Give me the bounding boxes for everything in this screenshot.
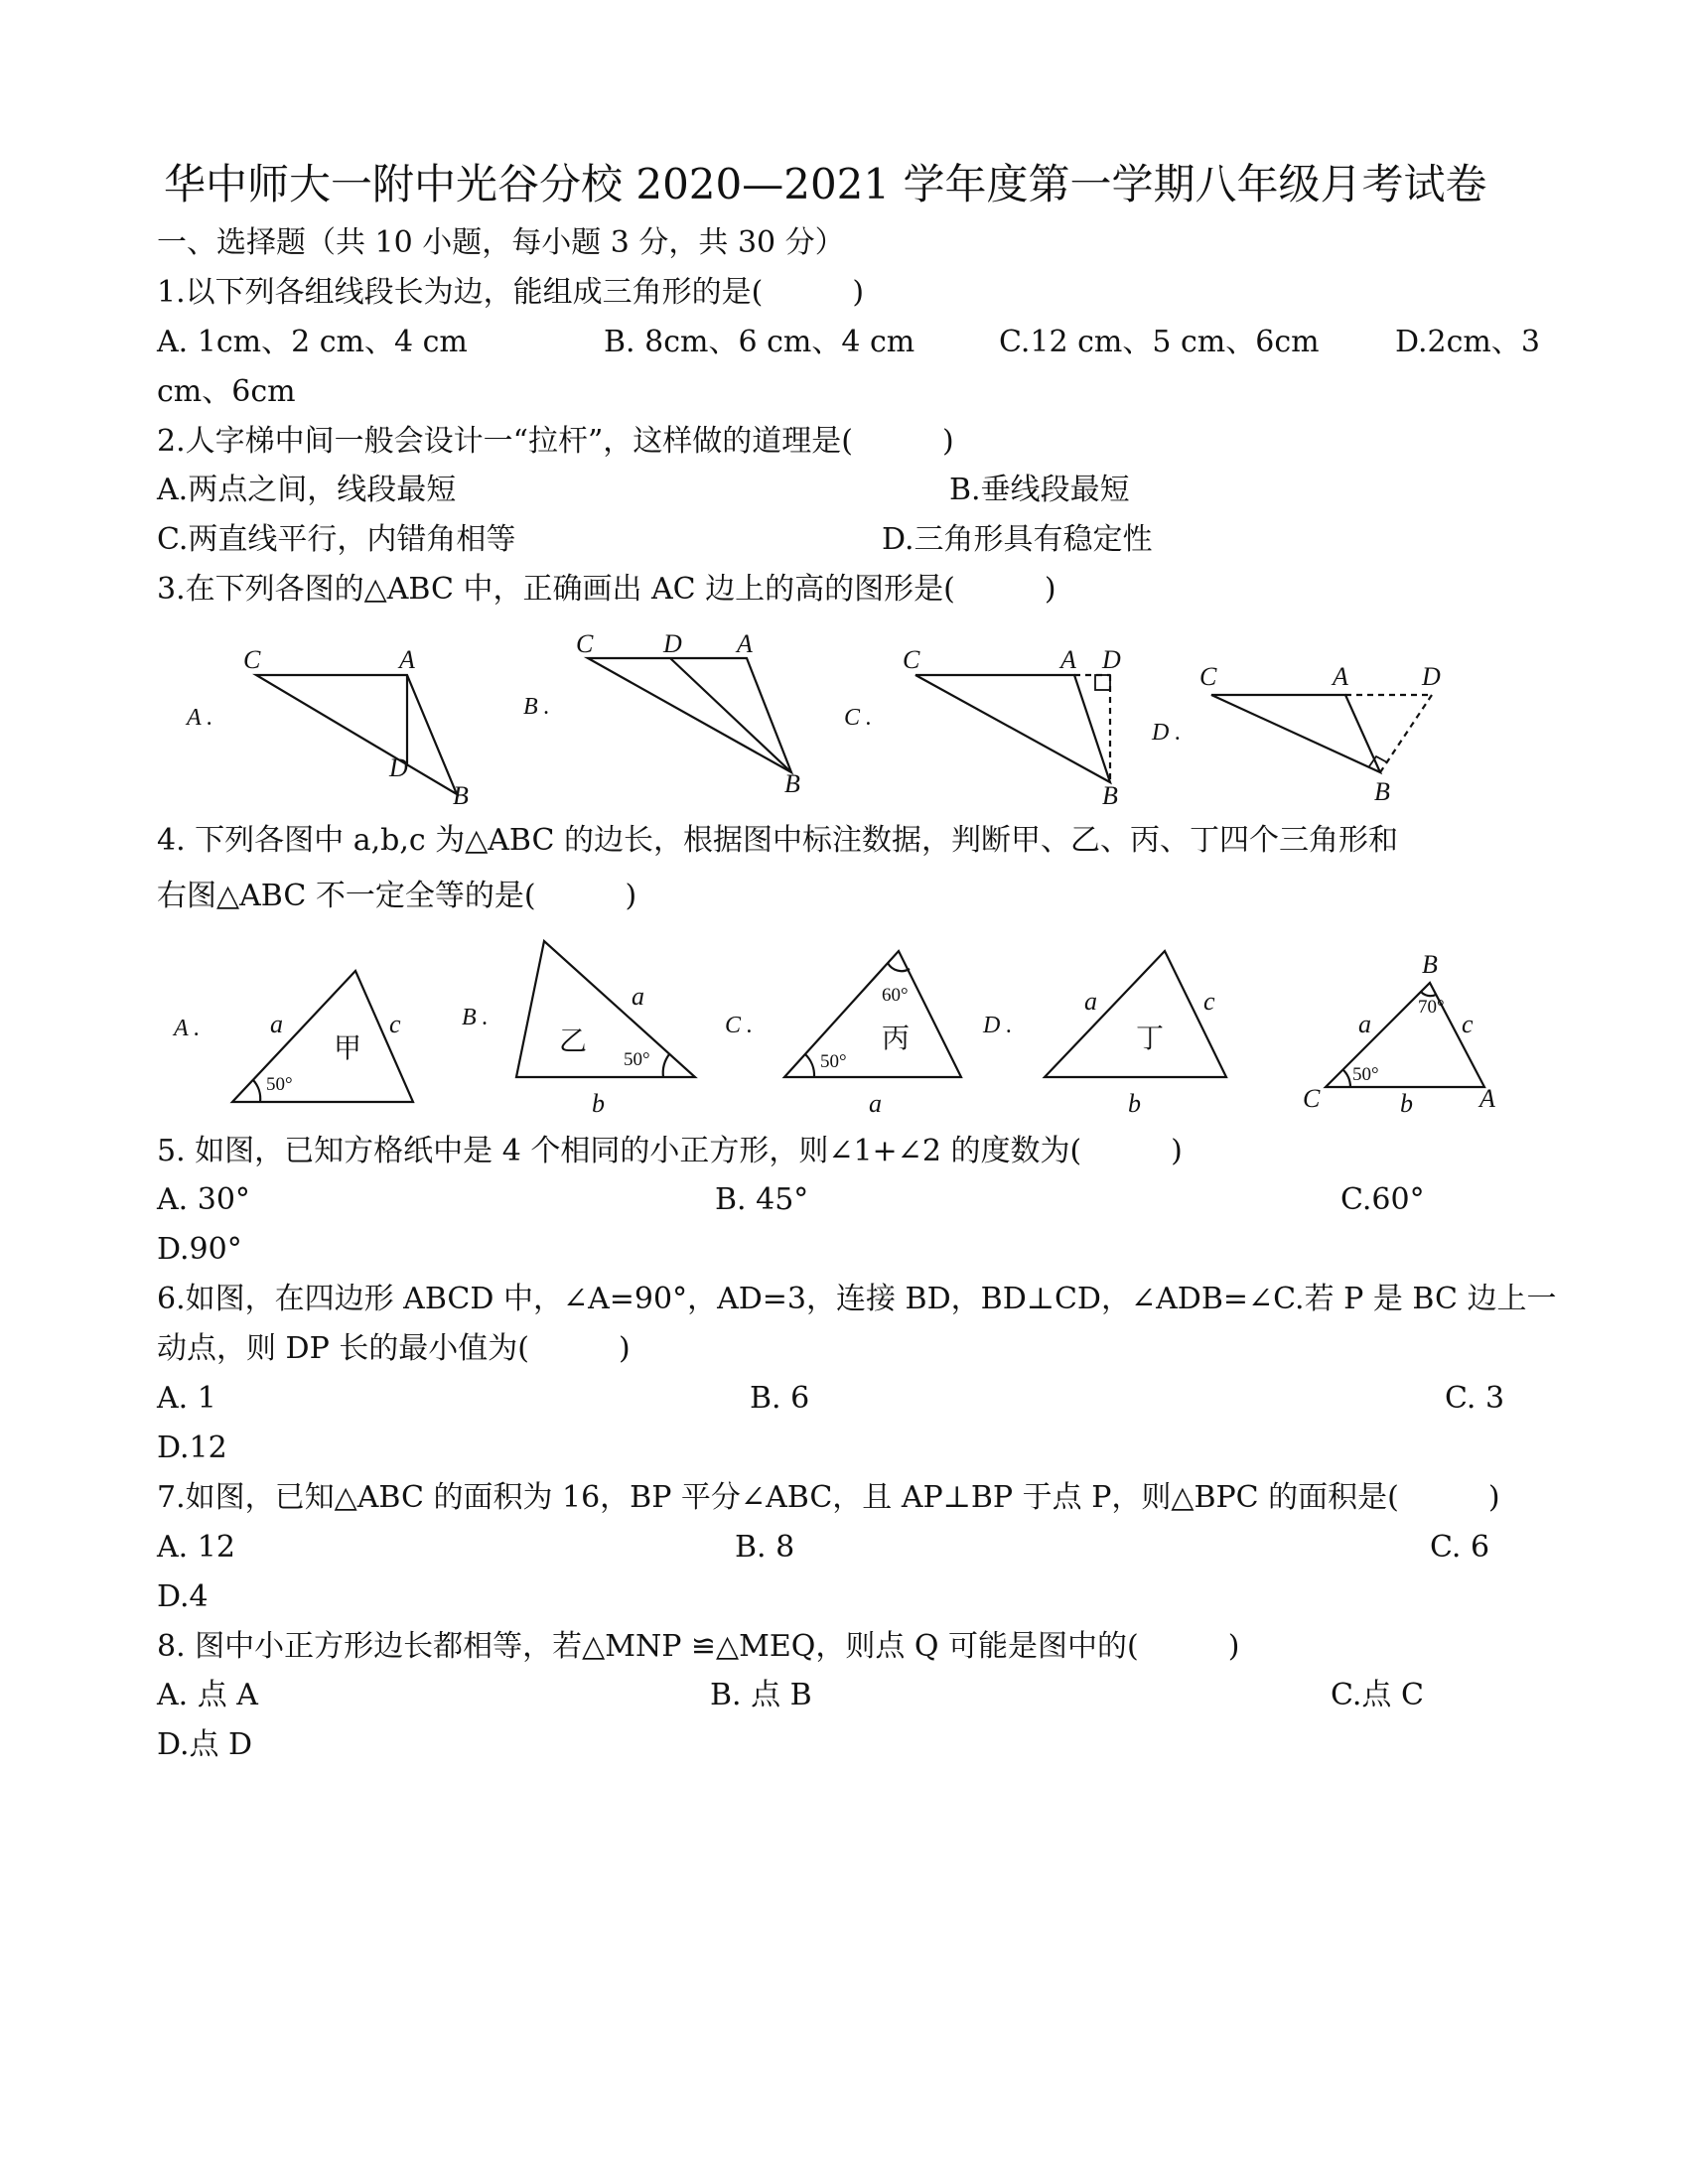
q8-option-c: C.点 C bbox=[1331, 1678, 1424, 1712]
q8-option-b: B. 点 B bbox=[710, 1678, 812, 1712]
q4-ref-label-c: c bbox=[1462, 1010, 1474, 1038]
q3-b-label-c: C bbox=[576, 629, 594, 658]
q4-jia-angle: 50° bbox=[266, 1074, 293, 1095]
q3-d-label-b: B bbox=[1374, 777, 1390, 806]
q4-ref-label-b: B bbox=[1422, 950, 1438, 979]
q3-a-label-b: B bbox=[453, 781, 469, 810]
q7-option-a: A. 12 bbox=[157, 1530, 235, 1565]
q3-b-label-d: D bbox=[663, 629, 682, 658]
q4-ref-label-b-side: b bbox=[1400, 1089, 1413, 1118]
q4-jia-arc bbox=[253, 1080, 260, 1102]
q4-ref-label-a-point: A bbox=[1479, 1084, 1495, 1113]
q3-caption-c: C . bbox=[844, 705, 873, 731]
q3-d-label-c: C bbox=[1199, 662, 1217, 691]
q6-option-c: C. 3 bbox=[1445, 1381, 1505, 1416]
q3-c-label-b: B bbox=[1102, 781, 1118, 810]
q4-bing-angle-60: 60° bbox=[882, 985, 909, 1006]
q4-jia-label-a: a bbox=[270, 1010, 283, 1038]
q3-d-triangle bbox=[1211, 695, 1380, 772]
q3-d-altitude bbox=[1380, 695, 1432, 772]
q8-option-d: D.点 D bbox=[157, 1727, 253, 1762]
q4-yi-name: 乙 bbox=[559, 1026, 588, 1057]
q3-c-label-a: A bbox=[1060, 645, 1076, 674]
q2-option-a: A.两点之间，线段最短 bbox=[157, 473, 457, 507]
q4-yi-label-a: a bbox=[632, 982, 644, 1011]
q2-option-d: D.三角形具有稳定性 bbox=[882, 522, 1153, 557]
q4-ding-name: 丁 bbox=[1136, 1024, 1165, 1054]
q4-ding-label-b: b bbox=[1128, 1089, 1141, 1118]
q5-option-b: B. 45° bbox=[715, 1182, 809, 1217]
q4-bing-name: 丙 bbox=[882, 1024, 911, 1054]
q4-ref-arc-50 bbox=[1342, 1069, 1350, 1087]
q4-stem-line2: 右图△ABC 不一定全等的是( ) bbox=[157, 879, 637, 913]
q8-stem: 8. 图中小正方形边长都相等，若△MNP ≌△MEQ，则点 Q 可能是图中的( ) bbox=[157, 1629, 1240, 1664]
section-heading: 一、选择题（共 10 小题，每小题 3 分，共 30 分） bbox=[157, 225, 845, 260]
q5-option-a: A. 30° bbox=[157, 1182, 250, 1217]
q4-tri-bing bbox=[784, 951, 961, 1077]
q3-figures bbox=[0, 625, 1688, 814]
q5-stem: 5. 如图，已知方格纸中是 4 个相同的小正方形，则∠1+∠2 的度数为( ) bbox=[157, 1134, 1183, 1168]
page-title: 华中师大一附中光谷分校 2020—2021 学年度第一学期八年级月考试卷 bbox=[164, 160, 1487, 208]
q5-option-d: D.90° bbox=[157, 1232, 242, 1267]
q4-ding-label-a: a bbox=[1084, 987, 1097, 1016]
q4-bing-label-a: a bbox=[869, 1089, 882, 1118]
q3-stem: 3.在下列各图的△ABC 中，正确画出 AC 边上的高的图形是( ) bbox=[157, 572, 1056, 607]
q4-caption-a: A . bbox=[174, 1016, 201, 1041]
q3-d-right-angle bbox=[1369, 756, 1387, 766]
q4-stem-line1: 4. 下列各图中 a,b,c 为△ABC 的边长，根据图中标注数据，判断甲、乙、丙、丁四个三角形和 bbox=[157, 823, 1399, 858]
q3-b-label-a: A bbox=[737, 629, 753, 658]
q4-bing-arc-50 bbox=[805, 1054, 814, 1077]
q6-option-d: D.12 bbox=[157, 1431, 227, 1465]
q3-caption-a: A . bbox=[187, 705, 213, 731]
q2-option-b: B.垂线段最短 bbox=[949, 473, 1130, 507]
q4-ref-label-c-point: C bbox=[1303, 1084, 1321, 1113]
q1-stem: 1.以下列各组线段长为边，能组成三角形的是( ) bbox=[157, 275, 865, 310]
q3-caption-d: D . bbox=[1152, 720, 1182, 746]
q3-d-label-d: D bbox=[1422, 662, 1441, 691]
q2-stem: 2.人字梯中间一般会设计一“拉杆”，这样做的道理是( ) bbox=[157, 424, 954, 459]
q3-a-label-c: C bbox=[243, 645, 261, 674]
q4-ref-arc-70 bbox=[1421, 992, 1436, 996]
q8-option-a: A. 点 A bbox=[157, 1678, 258, 1712]
q6-stem-line2: 动点，则 DP 长的最小值为( ) bbox=[157, 1331, 631, 1366]
q4-ref-triangle bbox=[1326, 983, 1484, 1087]
q4-tri-jia bbox=[232, 971, 413, 1102]
q4-tri-ding bbox=[1045, 951, 1226, 1077]
q4-yi-label-b: b bbox=[592, 1089, 605, 1118]
q3-c-right-angle bbox=[1095, 675, 1110, 690]
q3-a-label-d: D bbox=[389, 753, 408, 782]
q4-yi-arc bbox=[663, 1054, 669, 1077]
q2-option-c: C.两直线平行，内错角相等 bbox=[157, 522, 516, 557]
q1-option-b: B. 8cm、6 cm、4 cm bbox=[604, 325, 915, 359]
q3-c-triangle bbox=[915, 675, 1110, 782]
q4-yi-angle: 50° bbox=[624, 1049, 650, 1070]
q1-option-a: A. 1cm、2 cm、4 cm bbox=[157, 325, 468, 359]
q3-caption-b: B . bbox=[523, 694, 550, 720]
q4-caption-c: C . bbox=[725, 1013, 754, 1038]
q4-ref-angle-50: 50° bbox=[1352, 1064, 1379, 1085]
q1-option-c: C.12 cm、5 cm、6cm bbox=[999, 325, 1320, 359]
q3-d-label-a: A bbox=[1333, 662, 1348, 691]
q6-stem-line1: 6.如图，在四边形 ABCD 中，∠A=90°，AD=3，连接 BD，BD⊥CD，∠ADB=∠C.若 P 是 BC 边上一 bbox=[157, 1282, 1557, 1316]
q4-bing-angle-50: 50° bbox=[820, 1051, 847, 1072]
q3-c-label-c: C bbox=[903, 645, 920, 674]
q4-jia-name: 甲 bbox=[334, 1033, 362, 1064]
q4-caption-b: B . bbox=[462, 1005, 489, 1030]
q4-jia-label-c: c bbox=[389, 1010, 401, 1038]
q3-c-label-d: D bbox=[1102, 645, 1121, 674]
q3-b-label-b: B bbox=[784, 769, 800, 798]
q4-figures bbox=[0, 933, 1688, 1122]
q1-option-d: D.2cm、3 bbox=[1395, 325, 1540, 359]
q7-stem: 7.如图，已知△ABC 的面积为 16，BP 平分∠ABC，且 AP⊥BP 于点 P，则△BPC 的面积是( ) bbox=[157, 1480, 1500, 1515]
q4-ref-label-a: a bbox=[1358, 1010, 1371, 1038]
q6-option-b: B. 6 bbox=[750, 1381, 810, 1416]
q7-option-c: C. 6 bbox=[1430, 1530, 1490, 1565]
q1-option-d-cont: cm、6cm bbox=[157, 374, 296, 409]
q7-option-d: D.4 bbox=[157, 1579, 209, 1614]
q4-ding-label-c: c bbox=[1203, 987, 1215, 1016]
q3-a-label-a: A bbox=[399, 645, 415, 674]
q6-option-a: A. 1 bbox=[157, 1381, 216, 1416]
q4-ref-angle-70: 70° bbox=[1418, 997, 1445, 1018]
q5-option-c: C.60° bbox=[1340, 1182, 1425, 1217]
q7-option-b: B. 8 bbox=[735, 1530, 795, 1565]
q3-a-triangle bbox=[256, 675, 457, 794]
q4-caption-d: D . bbox=[983, 1013, 1013, 1038]
